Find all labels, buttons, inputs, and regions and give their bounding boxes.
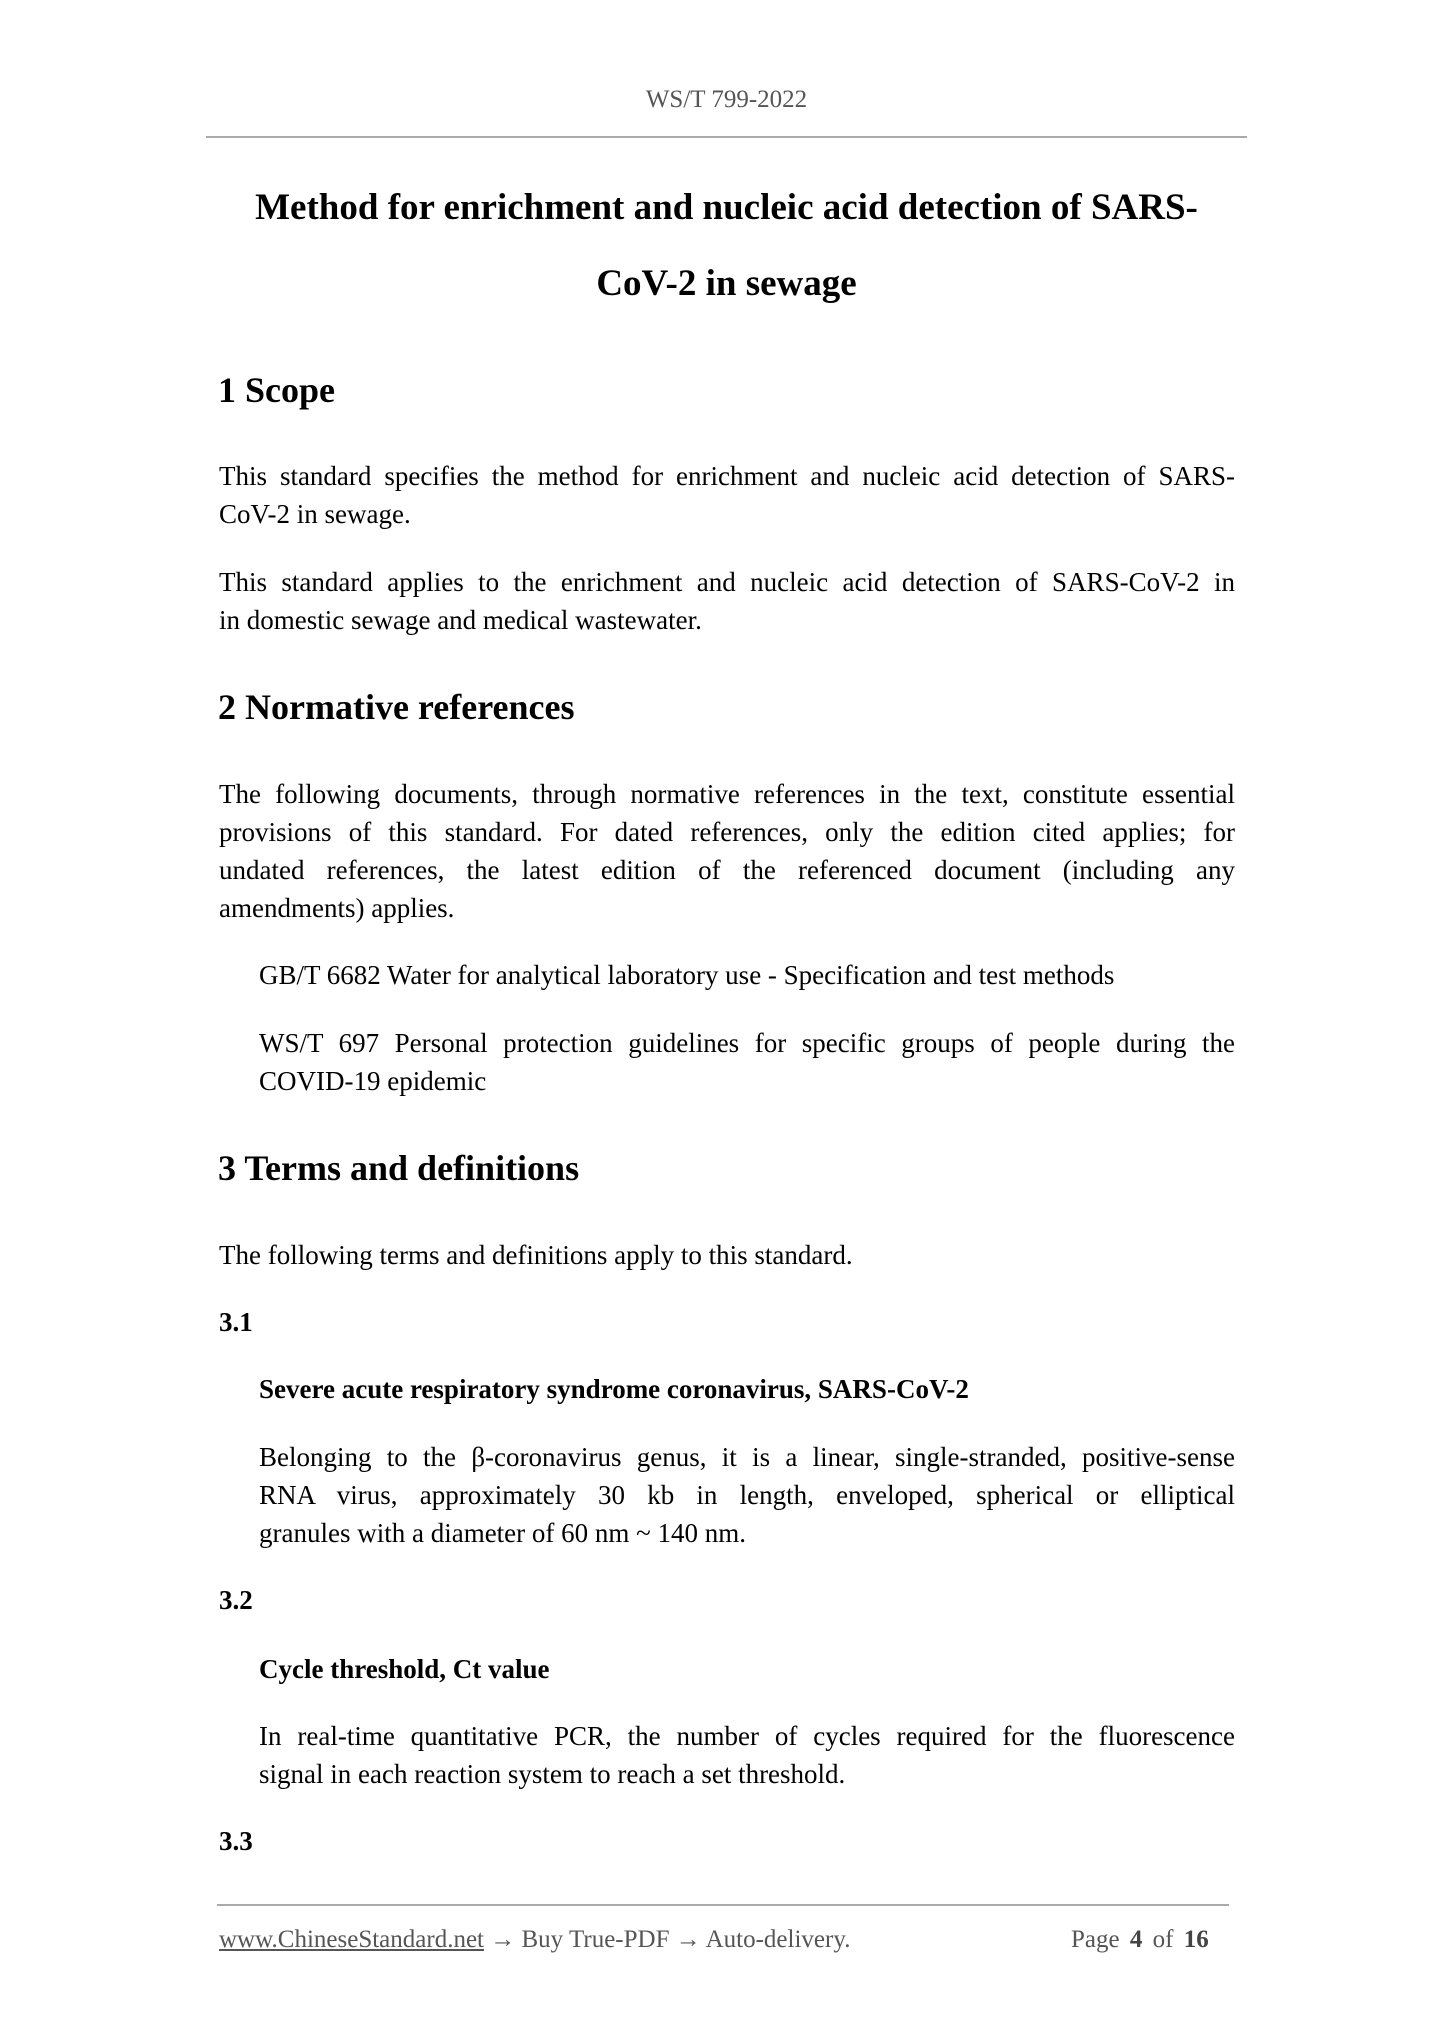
reference-wst-697-line: COVID-19 epidemic: [259, 1066, 487, 1096]
page-indicator: [1071, 1926, 1209, 1954]
term-definition-line: In real-time quantitative PCR, the number of cycles required for the fluorescence: [259, 1721, 1235, 1751]
footer-divider: [217, 1904, 1229, 1906]
term-definition-line: signal in each reaction system to reach a set threshold.: [259, 1759, 846, 1789]
term-name: Severe acute respiratory syndrome coronavirus, SARS-CoV-2: [259, 1374, 969, 1404]
paragraph-line: in domestic sewage and medical wastewater.: [219, 605, 702, 635]
term-name: Cycle threshold, Ct value: [259, 1654, 550, 1684]
document-code-header: WS/T 799-2022: [645, 86, 808, 113]
footer-promo: [219, 1926, 850, 1954]
document-title-line2: CoV-2 in sewage: [596, 263, 857, 304]
term-definition-line: RNA virus, approximately 30 kb in length, enveloped, spherical or elliptical: [259, 1480, 1235, 1510]
paragraph-line: undated references, the latest edition of the referenced document (including any: [219, 855, 1235, 885]
section-heading-scope: 1 Scope: [218, 370, 335, 410]
term-definition-line: Belonging to the β-coronavirus genus, it is a linear, single-stranded, positive-sense: [259, 1442, 1235, 1472]
paragraph-line: The following documents, through normative references in the text, constitute essential: [219, 779, 1235, 809]
page-current: 4: [1129, 1926, 1143, 1953]
term-number: 3.3: [219, 1826, 253, 1856]
section-heading-terms: 3 Terms and definitions: [218, 1148, 580, 1188]
reference-wst-697-line: WS/T 697 Personal protection guidelines for specific groups of people during the: [259, 1028, 1235, 1058]
page-total: 16: [1183, 1926, 1209, 1953]
header-divider: [206, 136, 1247, 138]
auto-delivery-text: Auto-delivery.: [705, 1926, 851, 1953]
paragraph-line: This standard specifies the method for enrichment and nucleic acid detection of SARS-: [219, 461, 1235, 491]
terms-intro: The following terms and definitions apply to this standard.: [219, 1240, 853, 1270]
chinesestandard-link[interactable]: www.ChineseStandard.net: [219, 1926, 484, 1953]
section-heading-normative-references: 2 Normative references: [218, 687, 575, 727]
arrow-right-icon: →: [490, 1926, 516, 1953]
term-definition-line: granules with a diameter of 60 nm ~ 140 nm.: [259, 1518, 747, 1548]
term-number: 3.1: [219, 1307, 253, 1337]
of-label: of: [1152, 1926, 1174, 1953]
reference-gbt-6682: GB/T 6682 Water for analytical laboratory use - Specification and test methods: [259, 960, 1115, 990]
page-label: Page: [1071, 1926, 1120, 1953]
arrow-right-icon: →: [675, 1926, 701, 1953]
buy-true-pdf-text: Buy True-PDF: [521, 1926, 670, 1953]
term-number: 3.2: [219, 1585, 253, 1615]
paragraph-line: amendments) applies.: [219, 893, 455, 923]
document-title-line1: Method for enrichment and nucleic acid detection of SARS-: [255, 187, 1198, 228]
paragraph-line: CoV-2 in sewage.: [219, 499, 411, 529]
paragraph-line: provisions of this standard. For dated references, only the edition cited applies; for: [219, 817, 1235, 847]
paragraph-line: This standard applies to the enrichment and nucleic acid detection of SARS-CoV-2 in: [219, 567, 1235, 597]
